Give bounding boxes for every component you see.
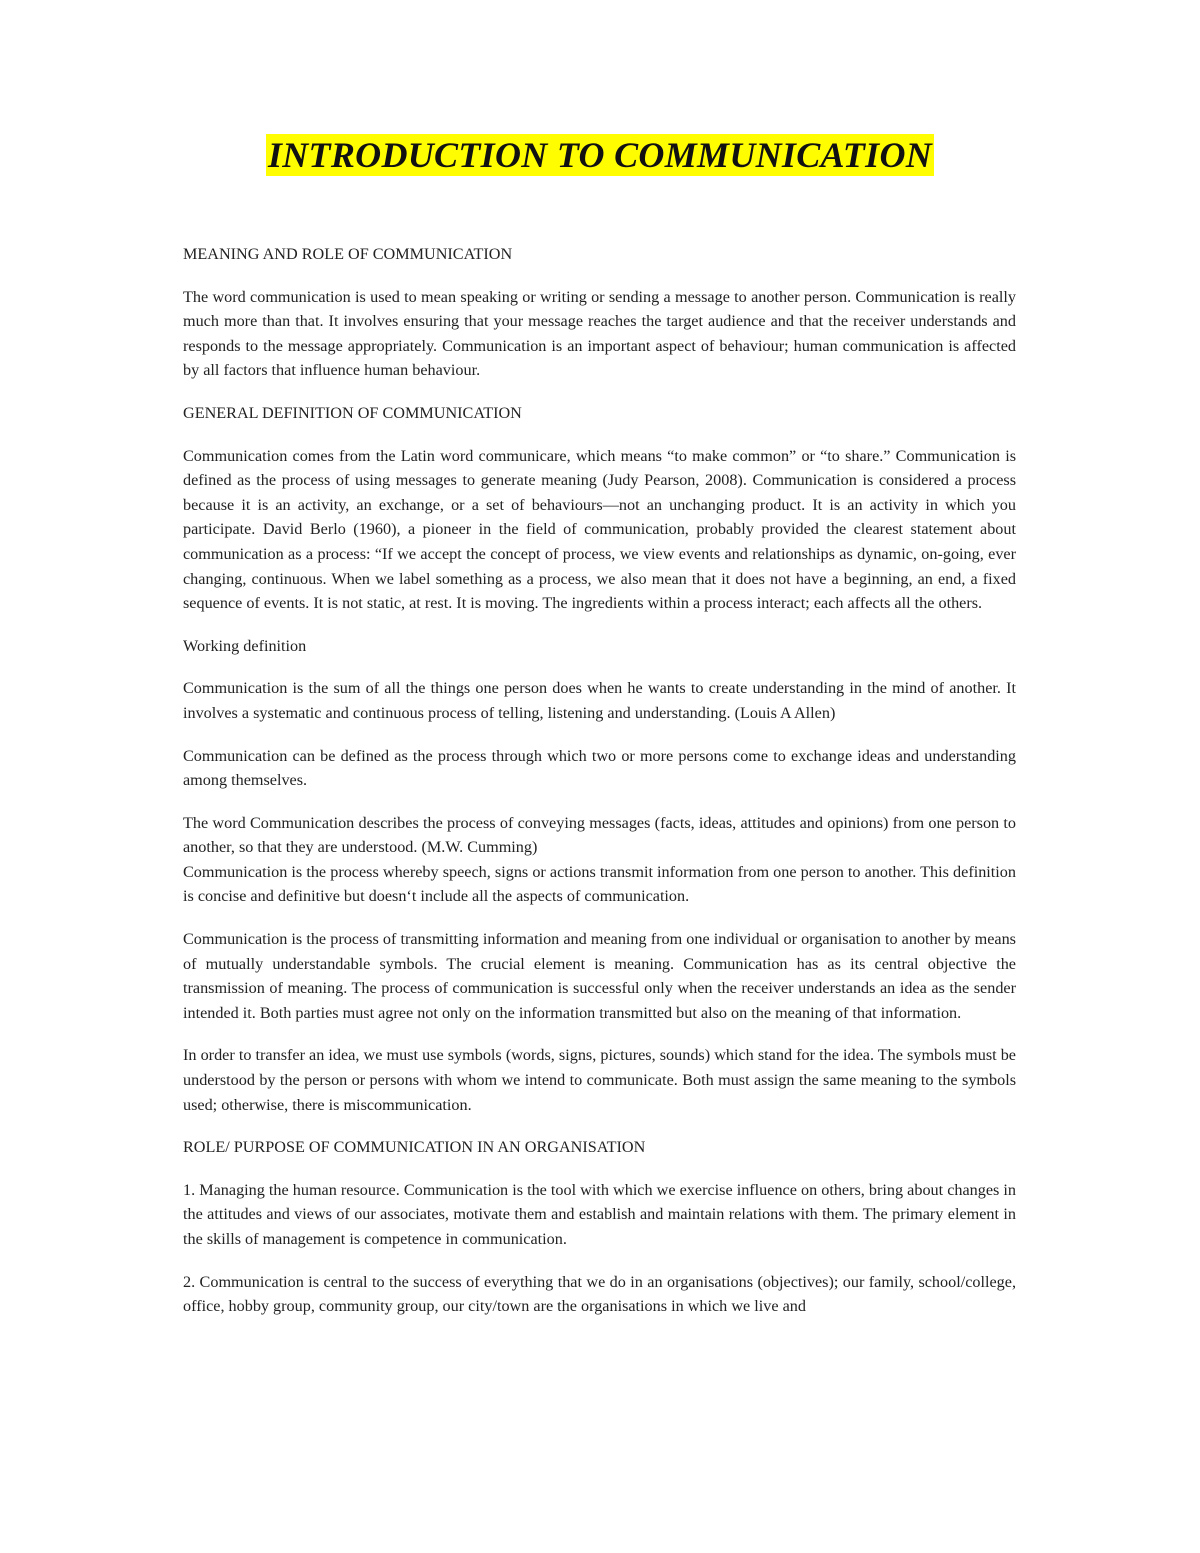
document-title: INTRODUCTION TO COMMUNICATION xyxy=(267,135,933,175)
paragraph: In order to transfer an idea, we must use symbols (words, signs, pictures, sounds) which stand for the idea. The symbols must be understood by the person or persons with whom we intend to communicate. Both must assign the same meaning to the symbols used; otherwise, there is miscommunication. xyxy=(183,1046,1016,1114)
paragraph: Communication is the process of transmitting information and meaning from one individual or organisation to another by means of mutually understandable symbols. The crucial element is meaning. Communication has as its central objective the transmission of meaning. The process of communication is successful only when the receiver understands an idea as the sender intended it. Both parties must agree not only on the information transmitted but also on the meaning of that information. xyxy=(183,930,1016,1022)
section-heading: GENERAL DEFINITION OF COMMUNICATION xyxy=(183,403,522,422)
section-heading: MEANING AND ROLE OF COMMUNICATION xyxy=(183,245,513,263)
section-heading: Working definition xyxy=(183,636,307,655)
paragraph: The word communication is used to mean speaking or writing or sending a message to another person. Communication is really much more than that. It involves ensuring that your message reaches the target audience and that the receiver understands and responds to the message appropriately. Communication is an important aspect of behaviour; human communication is affected by all factors that influence human behaviour. xyxy=(183,287,1016,380)
title-wrap xyxy=(0,134,1200,176)
paragraph: Communication is the sum of all the things one person does when he wants to create understanding in the mind of another. It involves a systematic and continuous process of telling, listening and understanding. (Louis A Allen) xyxy=(183,679,1016,722)
section-heading: ROLE/ PURPOSE OF COMMUNICATION IN AN ORGANISATION xyxy=(183,1138,646,1157)
paragraph: Communication comes from the Latin word communicare, which means “to make common” or “to share.” Communication is defined as the process of using messages to generate meaning (Judy Pearson, 2008). Communication is considered a process because it is an activity, an exchange, or a set of behaviours—not an unchanging product. It is an activity in which you participate. David Berlo (1960), a pioneer in the field of communication, probably provided the clearest statement about communication as a process: “If we accept the concept of process, we view events and relationships as dynamic, on-going, ever changing, continuous. When we label something as a process, we also mean that it does not have a beginning, an end, a fixed sequence of events. It is not static, at rest. It is moving. The ingredients within a process interact; each affects all the others. xyxy=(183,446,1016,613)
paragraph: The word Communication describes the process of conveying messages (facts, ideas, attitudes and opinions) from one person to another, so that they are understood. (M.W. Cumming) xyxy=(183,813,1016,857)
list-item: 1. Managing the human resource. Communication is the tool with which we exercise influence on others, bring about changes in the attitudes and views of our associates, motivate them and establish and maintain relations with them. The primary element in the skills of management is competence in communication. xyxy=(183,1180,1016,1248)
paragraph: Communication is the process whereby speech, signs or actions transmit information from one person to another. This definition is concise and definitive but doesn‘t include all the aspects of communication. xyxy=(183,862,1016,906)
paragraph: Communication can be defined as the process through which two or more persons come to exchange ideas and understanding among themselves. xyxy=(183,746,1016,790)
document-body xyxy=(183,242,1016,1337)
list-item: 2. Communication is central to the success of everything that we do in an organisations (objectives); our family, school/college, office, hobby group, community group, our city/town are the organisations in which we live and xyxy=(183,1272,1016,1316)
